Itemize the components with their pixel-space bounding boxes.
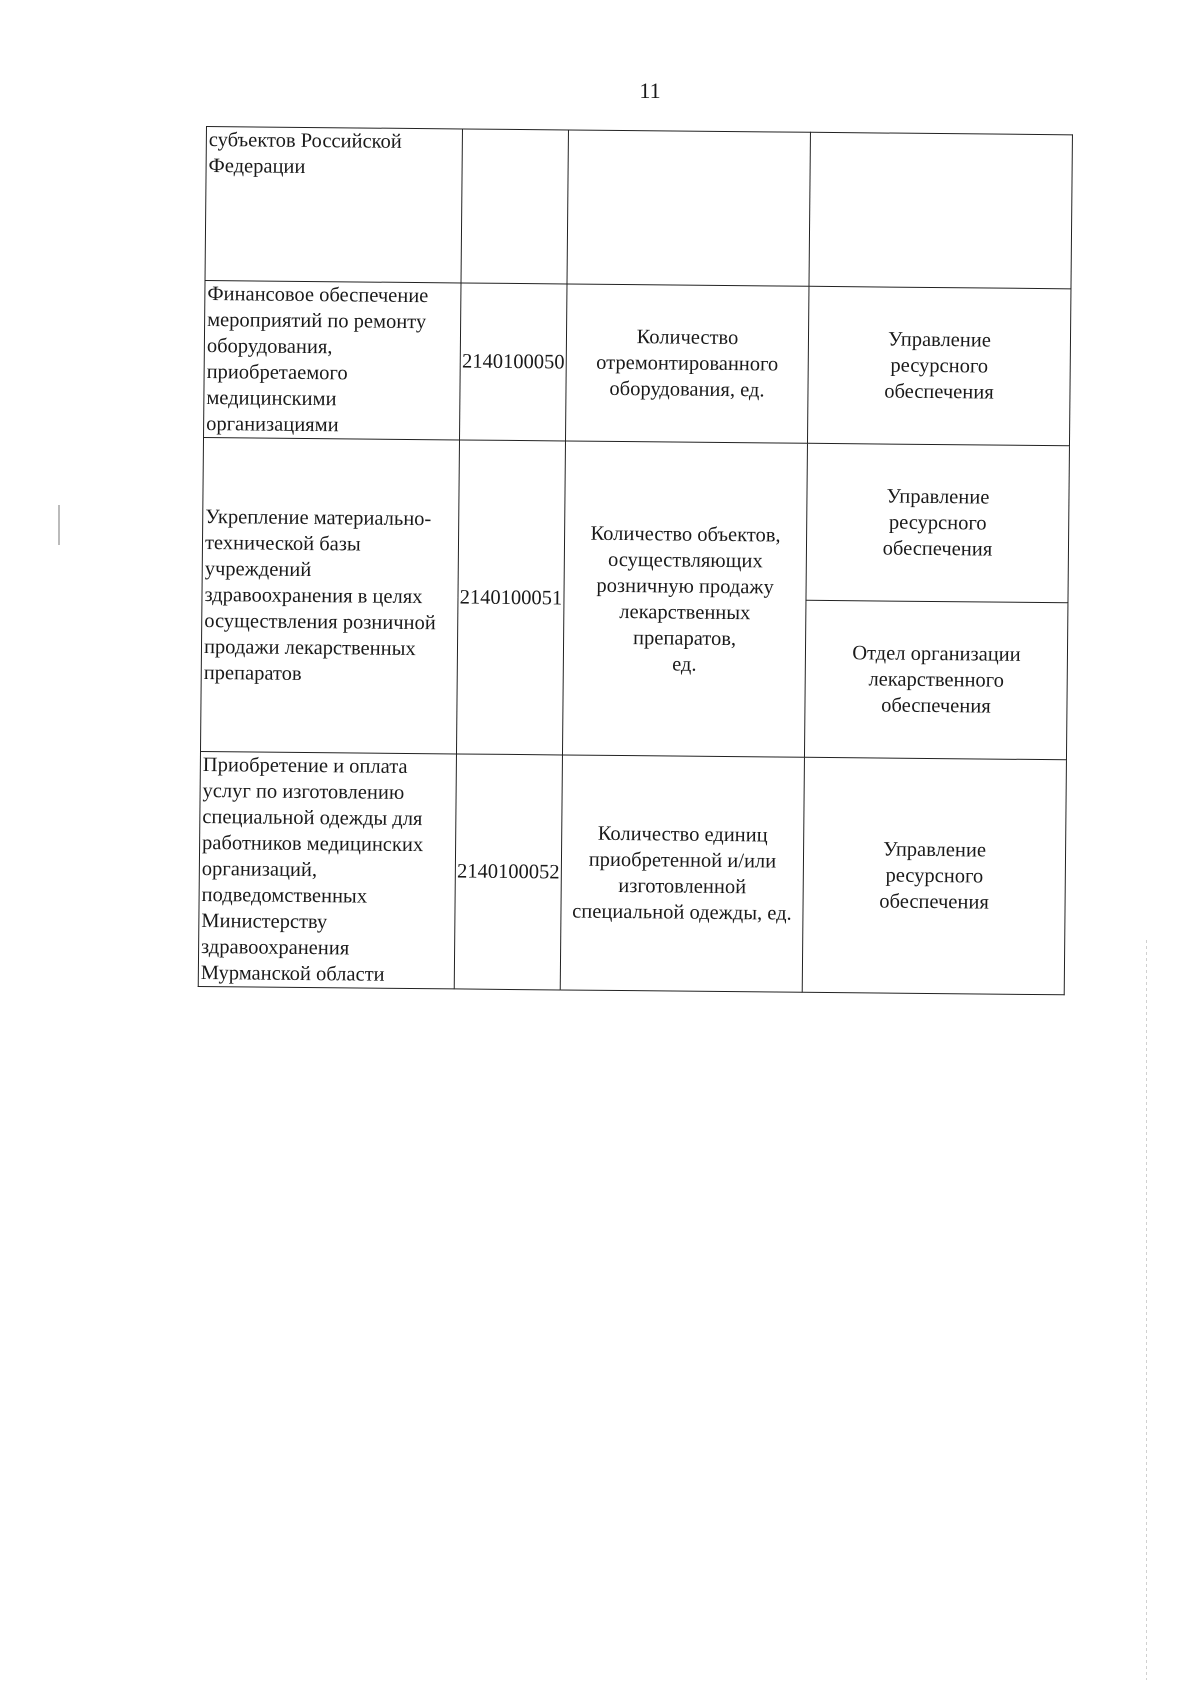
measure-description: Финансовое обеспечение мероприятий по ремонту оборудования, приобретаемого медицинскими организациями — [206, 283, 429, 437]
responsible-unit — [816, 209, 1065, 211]
table-row — [202, 437, 1069, 602]
measure-description: субъектов Российской Федерации — [208, 129, 402, 178]
indicator-text — [572, 207, 805, 209]
budget-code-cell — [456, 440, 565, 755]
responsible-unit: Управление ресурсного обеспечения — [879, 838, 989, 914]
table-row — [205, 127, 1072, 289]
responsible-cell — [806, 443, 1069, 603]
scan-artifact-edge — [1146, 940, 1147, 1680]
measure-description-cell — [205, 127, 462, 283]
measure-description-cell — [198, 751, 456, 988]
responsible-unit: Управление ресурсного обеспечения — [884, 328, 994, 404]
table-row — [198, 751, 1066, 994]
budget-code: 2140100052 — [457, 860, 560, 884]
indicator-cell — [560, 755, 804, 992]
measure-description: Приобретение и оплата услуг по изготовлению специальной одежды для работников медицинских организаций, подведомственных Министерству здравоохранения Мурманской области — [200, 753, 424, 986]
responsible-unit: Управление ресурсного обеспечения — [882, 485, 993, 561]
indicator-cell — [565, 284, 808, 443]
responsible-cell — [802, 757, 1066, 995]
responsible-cell — [809, 132, 1072, 289]
measure-description: Укрепление материально- технической базы учреждений здравоохранения в целях осуществления розничной продажи лекарственных препаратов — [203, 505, 436, 685]
program-measures-table — [198, 126, 1073, 995]
indicator-text: Количество отремонтированного оборудования, ед. — [596, 326, 779, 402]
budget-code: 2140100051 — [459, 585, 563, 609]
responsible-cell — [804, 600, 1067, 760]
responsible-cell — [807, 286, 1070, 446]
indicator-cell — [562, 441, 807, 757]
budget-code-cell — [461, 129, 568, 284]
indicator-cell — [567, 130, 810, 286]
budget-code: 2140100050 — [461, 350, 565, 374]
page-number: 11 — [639, 78, 661, 103]
scan-artifact-mark — [58, 505, 60, 545]
indicator-text: Количество единиц приобретенной и/или изготовленной специальной одежды, ед. — [572, 822, 792, 925]
budget-code-cell — [459, 283, 567, 441]
measure-description-cell — [204, 280, 461, 439]
responsible-unit: Отдел организации лекарственного обеспечения — [852, 642, 1021, 718]
budget-code-cell — [454, 754, 562, 990]
table-row — [204, 280, 1071, 445]
indicator-text: Количество объектов, осуществляющих розничную продажу лекарственных препаратов, ед. — [590, 522, 781, 676]
measure-description-cell — [200, 437, 459, 753]
